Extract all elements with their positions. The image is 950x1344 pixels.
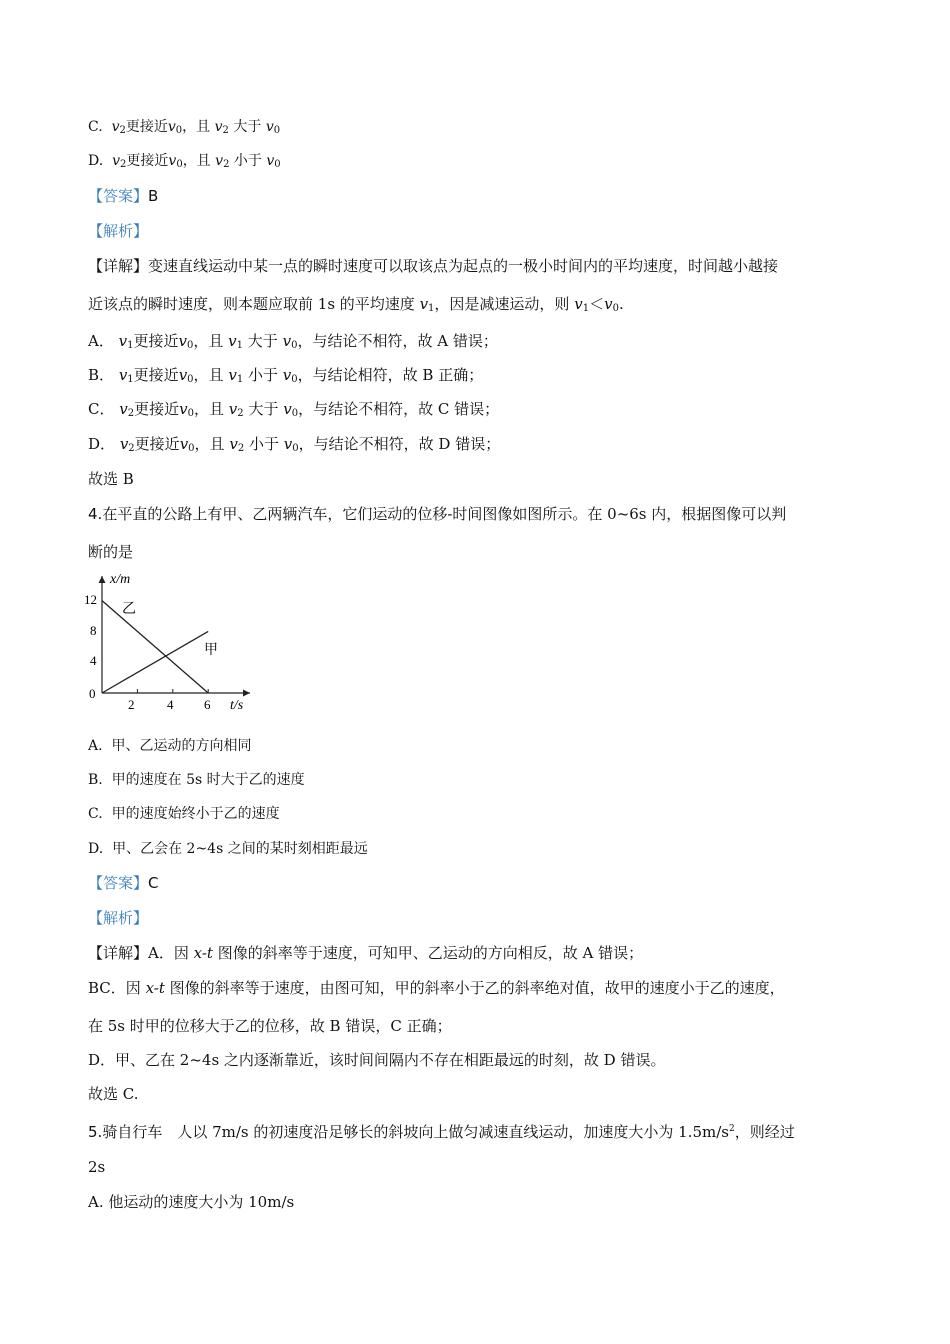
q3-answer: 【答案】B [88,187,159,205]
q4-detail-line2: BC．因 x-t 图像的斜率等于速度，由图可知，甲的斜率小于乙的斜率绝对值，故甲的速度小于乙的速度， [88,979,785,997]
xt-graph [78,566,268,714]
x-tick-2: 2 [128,697,135,712]
q4-stem-line1: 4.在平直的公路上有甲、乙两辆汽车，它们运动的位移-时间图像如图所示。在 0~6s 内，根据图像可以判 [88,505,787,523]
q4-conclusion: 故选 C. [88,1085,139,1103]
series-label-jia: 甲 [204,643,218,658]
q3-detail-line1: 【详解】变速直线运动中某一点的瞬时速度可以取该点为起点的一极小时间内的平均速度，时间越小越接 [88,257,779,275]
q4-answer: 【答案】C [88,874,159,892]
q4-detail-line4: D．甲、乙在 2~4s 之内逐渐靠近，该时间间隔内不存在相距最远的时刻，故 D 错误。 [88,1051,666,1069]
q4-stem-line2: 断的是 [88,543,134,561]
series-line-yi [102,601,208,693]
q3-analysis-heading: 【解析】 [88,222,149,240]
y-tick-12: 12 [84,592,97,607]
q4-option-a: A. 甲、乙运动的方向相同 [88,738,252,754]
q4-detail-line1: 【详解】A．因 x-t 图像的斜率等于速度，可知甲、乙运动的方向相反，故 A 错误； [88,944,644,962]
q3-judge-c: C． $v_2$更接近$v_0$，且 $v_2$ 大于 $v_0$，与结论不相符，故 C 错误； [88,400,500,419]
q4-analysis-heading: 【解析】 [88,909,149,927]
q3-judge-b: B． $v_1$更接近$v_0$，且 $v_1$ 小于 $v_0$，与结论相符，故 B 正确； [88,366,484,385]
origin-label: 0 [89,686,96,701]
x-tick-4: 4 [167,697,174,712]
q4-detail-line3: 在 5s 时甲的位移大于乙的位移，故 B 错误，C 正确； [88,1017,452,1035]
q4-option-c: C. 甲的速度始终小于乙的速度 [88,806,280,822]
q5-stem-line1: 5.骑自行车 人以 7m/s 的初速度沿足够长的斜坡向上做匀减速直线运动，加速度大小为 $1.5m/s^2$，则经过 [88,1123,795,1141]
x-axis-label: t/s [230,698,244,713]
q5-option-a: A. 他运动的速度大小为 10m/s [88,1193,295,1211]
y-tick-8: 8 [90,623,97,638]
q3-conclusion: 故选 B [88,470,134,488]
y-axis-label: x/m [110,572,131,587]
q4-option-b: B. 甲的速度在 5s 时大于乙的速度 [88,772,305,788]
q5-stem-line2: 2s [88,1158,106,1176]
q4-option-d: D. 甲、乙会在 2~4s 之间的某时刻相距最远 [88,841,368,857]
y-tick-4: 4 [90,653,97,668]
x-tick-6: 6 [204,697,211,712]
q3-option-d: D. $v_2$更接近$v_0$，且 $v_2$ 小于 $v_0$ [88,153,281,170]
q3-judge-a: A． $v_1$更接近$v_0$，且 $v_1$ 大于 $v_0$，与结论不相符，故 A 错误； [88,332,498,351]
q3-judge-d: D． $v_2$更接近$v_0$，且 $v_2$ 小于 $v_0$，与结论不相符，故 D 错误； [88,435,501,454]
series-label-yi: 乙 [122,602,136,617]
q3-detail-line2: 近该点的瞬时速度，则本题应取前 1s 的平均速度 $v_1$，因是减速运动，则 $v_1<v_0$. [88,295,624,314]
q3-option-c: C. $v_2$更接近$v_0$，且 $v_2$ 大于 $v_0$ [88,119,281,136]
series-line-jia [102,631,208,693]
